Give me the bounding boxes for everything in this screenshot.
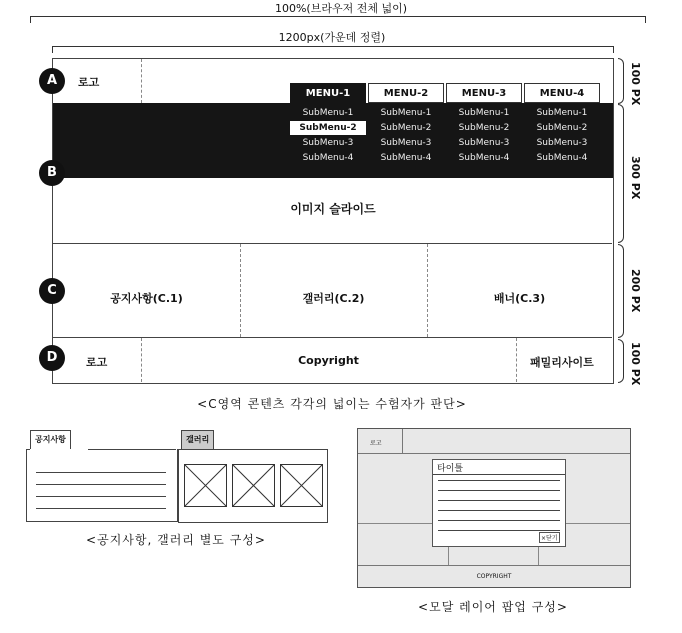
submenu-item[interactable]: SubMenu-4 (302, 153, 354, 163)
notice-panel-top-left (26, 449, 30, 450)
submenu-item[interactable]: SubMenu-3 (380, 138, 432, 148)
header-divider (141, 59, 142, 103)
height-d-label: 100 PX (629, 342, 642, 386)
menu-item-2[interactable]: MENU-2 (368, 83, 444, 103)
footer-logo[interactable]: 로고 (86, 356, 108, 369)
submenu-item[interactable]: SubMenu-2 (290, 121, 366, 135)
tabs-sketch (26, 430, 326, 525)
badge-a: A (39, 68, 65, 94)
modal-line (438, 490, 560, 491)
submenu-item[interactable]: SubMenu-3 (536, 138, 588, 148)
modal-sketch-footer-border (358, 565, 630, 566)
submenu-item[interactable]: SubMenu-4 (458, 153, 510, 163)
full-width-bracket (30, 16, 646, 23)
menu-item-4[interactable]: MENU-4 (524, 83, 600, 103)
full-width-label: 100%(브라우저 전체 넓이) (274, 2, 408, 15)
submenu-item[interactable]: SubMenu-1 (536, 108, 588, 118)
modal-popup (432, 459, 566, 547)
submenu-item[interactable]: SubMenu-2 (458, 123, 510, 133)
notice-tab[interactable]: 공지사항 (30, 430, 71, 449)
notice-line (36, 496, 166, 497)
submenu-item[interactable]: SubMenu-4 (380, 153, 432, 163)
submenu-item[interactable]: SubMenu-1 (380, 108, 432, 118)
height-b-label: 300 PX (629, 156, 642, 200)
footer-divider-2 (516, 338, 517, 382)
modal-line (438, 520, 560, 521)
modal-line (438, 510, 560, 511)
modal-sketch-logo: 로고 (370, 440, 382, 447)
content-width-bracket (52, 46, 614, 53)
modal-sketch (357, 428, 631, 588)
modal-note: <모달 레이어 팝업 구성> (418, 600, 568, 614)
badge-b: B (39, 160, 65, 186)
badge-d: D (39, 345, 65, 371)
submenu-item[interactable]: SubMenu-1 (302, 108, 354, 118)
header-logo[interactable]: 로고 (78, 76, 100, 89)
notice-panel-top (88, 449, 176, 450)
menu-item-1[interactable]: MENU-1 (290, 83, 366, 103)
submenu-item[interactable]: SubMenu-2 (536, 123, 588, 133)
height-brackets (618, 58, 624, 382)
modal-line (438, 530, 560, 531)
badge-c: C (39, 278, 65, 304)
modal-title-rule (433, 474, 565, 475)
notice-line (36, 484, 166, 485)
image-slide-label: 이미지 슬라이드 (290, 202, 376, 216)
content-width-label: 1200px(가운데 정렬) (278, 31, 386, 44)
modal-close-button[interactable]: ×닫기 (539, 532, 560, 543)
footer-top-border (53, 337, 612, 338)
modal-sketch-header (358, 429, 630, 454)
submenu-item[interactable]: SubMenu-1 (458, 108, 510, 118)
notice-line (36, 472, 166, 473)
gallery-column-label: 갤러리(C.2) (302, 292, 365, 305)
modal-line (438, 500, 560, 501)
menu-item-3[interactable]: MENU-3 (446, 83, 522, 103)
submenu-item[interactable]: SubMenu-4 (536, 153, 588, 163)
modal-title: 타이틀 (437, 464, 464, 474)
copyright-text: Copyright (298, 354, 359, 367)
height-c-label: 200 PX (629, 269, 642, 313)
notice-column-label: 공지사항(C.1) (110, 292, 183, 305)
modal-sketch-header-divider (402, 429, 403, 453)
submenu-item[interactable]: SubMenu-3 (302, 138, 354, 148)
banner-column-label: 배너(C.3) (493, 292, 546, 305)
c-width-note: <C영역 콘텐츠 각각의 넓이는 수험자가 판단> (197, 397, 467, 411)
height-a-label: 100 PX (629, 62, 642, 106)
modal-line (438, 480, 560, 481)
section-c-top-border (53, 243, 612, 244)
gallery-thumbnails (184, 464, 324, 508)
submenu-item[interactable]: SubMenu-2 (380, 123, 432, 133)
notice-line (36, 508, 166, 509)
submenu-item[interactable]: SubMenu-3 (458, 138, 510, 148)
gallery-tab[interactable]: 갤러리 (181, 430, 214, 450)
family-site-select[interactable]: 패밀리사이트 (530, 356, 594, 369)
modal-sketch-copyright: COPYRIGHT (476, 573, 512, 580)
tabs-note: <공지사항, 갤러리 별도 구성> (86, 533, 266, 547)
notice-panel (26, 449, 178, 522)
